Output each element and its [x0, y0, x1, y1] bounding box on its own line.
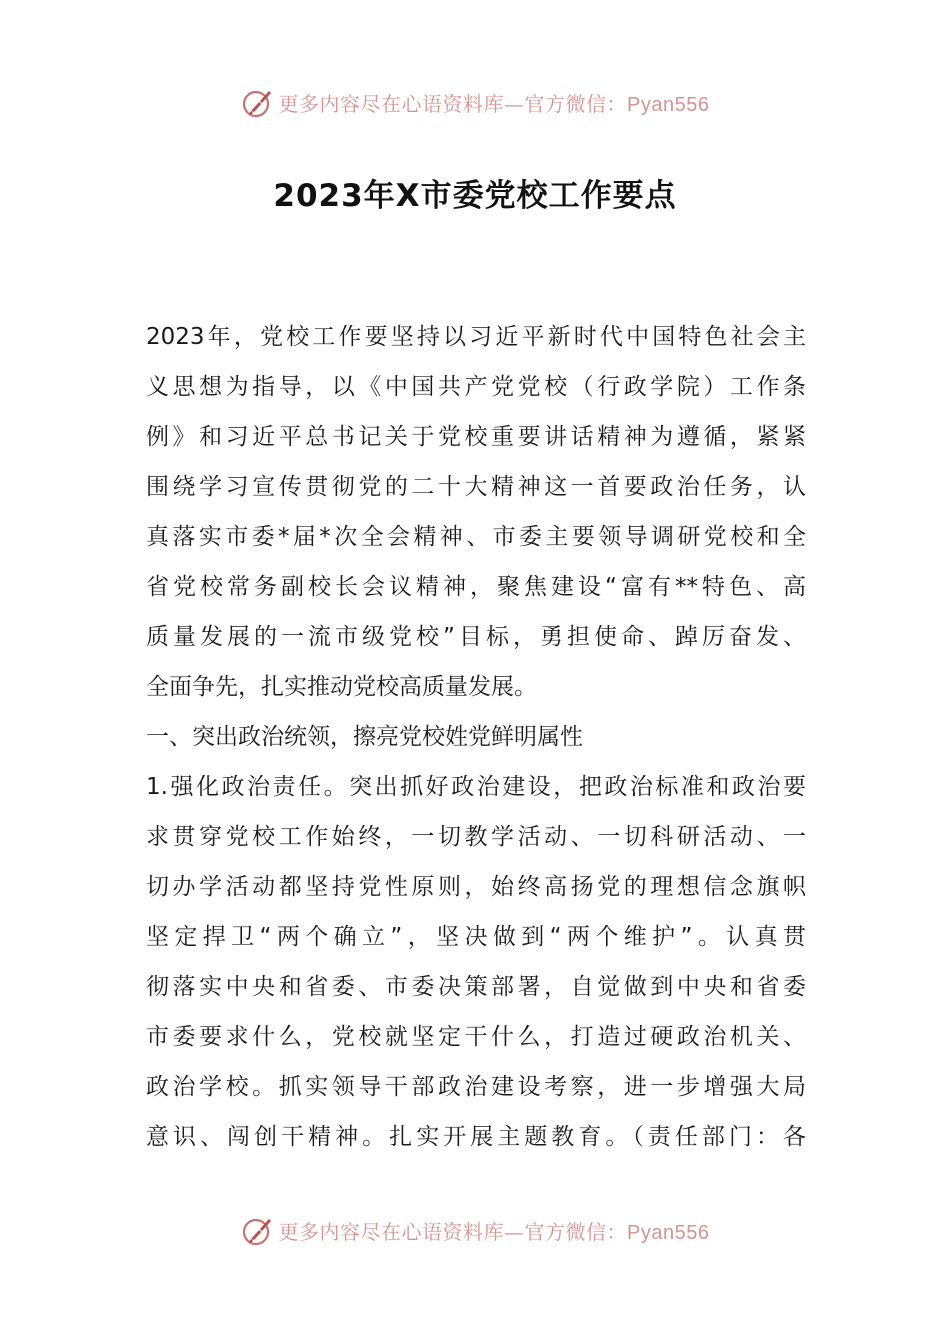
watermark-footer [0, 1210, 950, 1250]
body-line: 质量发展的一流市级党校”目标，勇担使命、踔厉奋发、 [146, 624, 806, 650]
body-line: 意识、闯创干精神。扎实开展主题教育。（责任部门：各 [146, 1124, 806, 1150]
body-line: 政治学校。抓实领导干部政治建设考察，进一步增强大局 [146, 1074, 806, 1100]
body-line: 全面争先，扎实推动党校高质量发展。 [146, 674, 537, 700]
watermark-text: 更多内容尽在心语资料库—官方微信：Pyan556 [278, 91, 710, 116]
body-line: 真落实市委*届*次全会精神、市委主要领导调研党校和全 [146, 524, 806, 550]
body-line: 彻落实中央和省委、市委决策部署，自觉做到中央和省委 [146, 974, 806, 1000]
quill-pen-circle-icon [241, 1213, 275, 1247]
wechat-id: Pyan556 [627, 93, 710, 116]
body-line: 市委要求什么，党校就坚定干什么，打造过硬政治机关、 [146, 1024, 806, 1050]
watermark-header [0, 82, 950, 122]
quill-pen-circle-icon [241, 85, 275, 119]
body-line: 围绕学习宣传贯彻党的二十大精神这一首要政治任务，认 [146, 474, 806, 500]
body-line: 2023年，党校工作要坚持以习近平新时代中国特色社会主 [146, 324, 806, 350]
body-line: 例》和习近平总书记关于党校重要讲话精神为遵循，紧紧 [146, 424, 806, 450]
body-line: 义思想为指导，以《中国共产党党校（行政学院）工作条 [146, 374, 806, 400]
body-line: 1.强化政治责任。突出抓好政治建设，把政治标准和政治要 [146, 774, 806, 800]
body-line: 求贯穿党校工作始终，一切教学活动、一切科研活动、一 [146, 824, 806, 850]
document-body [146, 312, 806, 1162]
body-line: 省党校常务副校长会议精神，聚焦建设“富有**特色、高 [146, 574, 806, 600]
section-heading: 一、突出政治统领，擦亮党校姓党鲜明属性 [146, 724, 583, 750]
document-title: 2023年X市委党校工作要点 [273, 178, 677, 214]
watermark-text: 更多内容尽在心语资料库—官方微信：Pyan556 [278, 1219, 710, 1244]
body-line: 切办学活动都坚持党性原则，始终高扬党的理想信念旗帜 [146, 874, 806, 900]
wechat-id: Pyan556 [627, 1221, 710, 1244]
body-line: 坚定捍卫“两个确立”，坚决做到“两个维护”。认真贯 [146, 924, 806, 950]
